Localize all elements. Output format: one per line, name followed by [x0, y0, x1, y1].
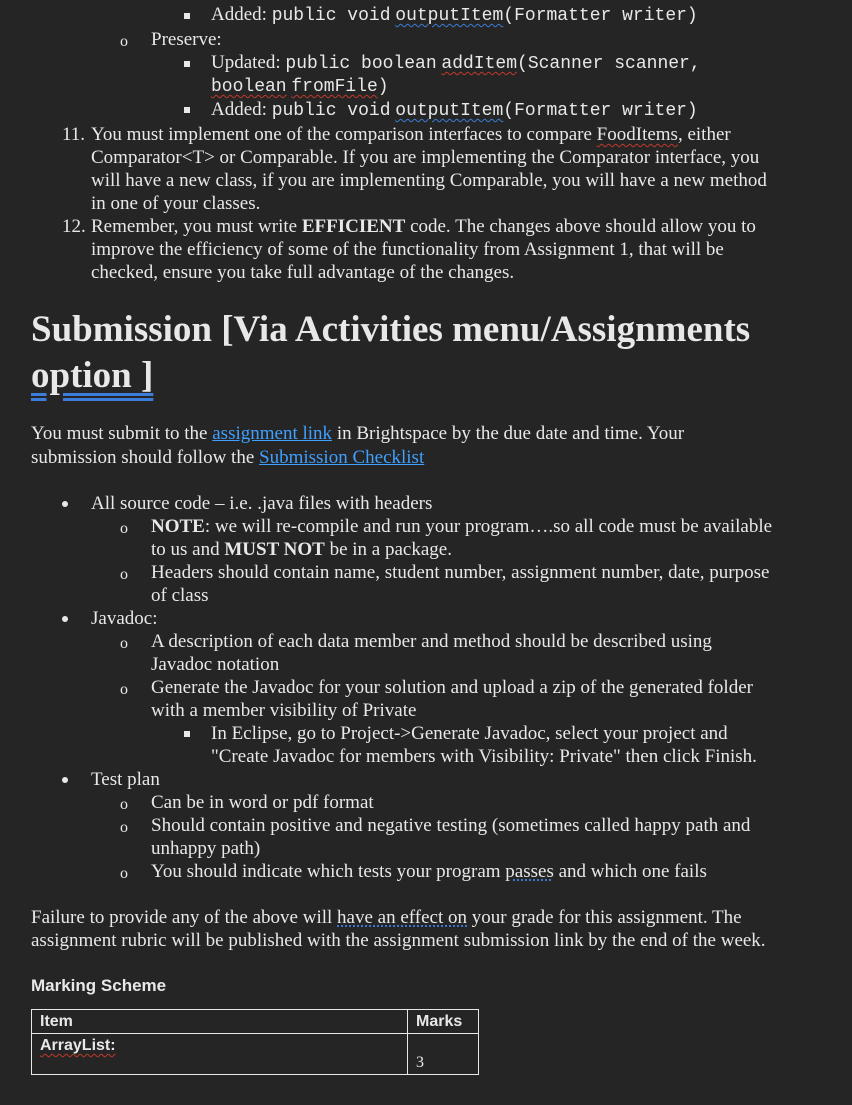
javadoc-desc-line-1: A description of each data member and method should be described using	[151, 631, 712, 652]
added-output-item-line: Added: public void outputItem(Formatter writer)	[211, 4, 698, 26]
failure-line-1: Failure to provide any of the above will have an effect on your grade for this assignment. The	[31, 907, 742, 928]
failure-line-2: assignment rubric will be published with the assignment submission link by the end of the week.	[31, 930, 766, 951]
bullet-square	[184, 13, 190, 19]
marking-table	[31, 1009, 479, 1075]
updated-add-item-line-2: boolean fromFile)	[211, 77, 389, 97]
marking-scheme-title: Marking Scheme	[31, 976, 167, 995]
generate-javadoc-line-1: Generate the Javadoc for your solution and upload a zip of the generated folder	[151, 677, 753, 698]
section-heading-line-2: option ]	[31, 355, 154, 396]
bullet-square	[184, 107, 190, 113]
note-line-2: to us and MUST NOT be in a package.	[151, 539, 452, 560]
generate-javadoc-line-2: with a member visibility of Private	[151, 700, 417, 721]
item-12-line-3: checked, ensure you take full advantage of the changes.	[91, 262, 515, 283]
bullet-square	[184, 61, 190, 67]
col-marks-header: Marks	[408, 1010, 479, 1034]
bullet-circle: o	[120, 865, 128, 882]
bullet-javadoc: Javadoc:	[91, 608, 158, 629]
bullet-circle: o	[120, 520, 128, 537]
bullet-circle: o	[120, 33, 128, 50]
test-plan-testing-line-1: Should contain positive and negative testing (sometimes called happy path and	[151, 815, 751, 836]
bullet-circle: o	[120, 796, 128, 813]
list-number-11: 11.	[62, 124, 86, 145]
bullet-square	[184, 731, 190, 737]
bullet-circle: o	[120, 635, 128, 652]
list-number-12: 12.	[62, 216, 86, 237]
submission-checklist-link[interactable]: Submission Checklist	[259, 447, 425, 468]
col-item-header: Item	[32, 1010, 408, 1034]
javadoc-desc-line-2: Javadoc notation	[151, 654, 280, 675]
bullet-source-code: All source code – i.e. .java files with headers	[91, 493, 433, 514]
bullet-circle: o	[120, 819, 128, 836]
added-output-item-line-2: Added: public void outputItem(Formatter writer)	[211, 99, 698, 121]
bullet-circle: o	[120, 681, 128, 698]
row-item: ArrayList:	[32, 1034, 408, 1075]
bullet-test-plan: Test plan	[91, 769, 160, 790]
bullet-dot	[62, 501, 68, 507]
assignment-link[interactable]: assignment link	[212, 423, 333, 444]
eclipse-line-2: "Create Javadoc for members with Visibility: Private" then click Finish.	[211, 746, 757, 767]
item-11-line-3: will have a new class, if you are implementing Comparable, you will have a new method	[91, 170, 767, 191]
test-plan-indicate: You should indicate which tests your program passes and which one fails	[151, 861, 707, 882]
item-11-line-4: in one of your classes.	[91, 193, 261, 214]
section-heading: Submission [Via Activities menu/Assignments	[31, 309, 751, 350]
item-11-line-2: Comparator<T> or Comparable. If you are implementing the Comparator interface, you	[91, 147, 760, 168]
headers-line-1: Headers should contain name, student number, assignment number, date, purpose	[151, 562, 770, 583]
table-header-row	[32, 1010, 479, 1034]
bullet-circle: o	[120, 566, 128, 583]
intro-line-2: submission should follow the Submission Checklist	[31, 447, 425, 468]
bullet-dot	[62, 616, 68, 622]
updated-add-item-line: Updated: public boolean addItem(Scanner scanner,	[211, 52, 701, 74]
table-row	[32, 1034, 479, 1075]
item-12-line-1: Remember, you must write EFFICIENT code. The changes above should allow you to	[91, 216, 756, 237]
item-12-line-2: improve the efficiency of some of the functionality from Assignment 1, that will be	[91, 239, 724, 260]
bullet-dot	[62, 777, 68, 783]
row-marks: 3	[408, 1034, 479, 1075]
preserve-label: Preserve:	[151, 29, 222, 50]
headers-line-2: of class	[151, 585, 209, 606]
note-line-1: NOTE: we will re-compile and run your program….so all code must be available	[151, 516, 773, 537]
eclipse-line-1: In Eclipse, go to Project->Generate Javadoc, select your project and	[211, 723, 728, 744]
test-plan-testing-line-2: unhappy path)	[151, 838, 261, 859]
item-11-line-1: You must implement one of the comparison interfaces to compare FoodItems, either	[91, 124, 731, 145]
test-plan-format: Can be in word or pdf format	[151, 792, 374, 813]
intro-line-1: You must submit to the assignment link in Brightspace by the due date and time. Your	[31, 423, 685, 444]
